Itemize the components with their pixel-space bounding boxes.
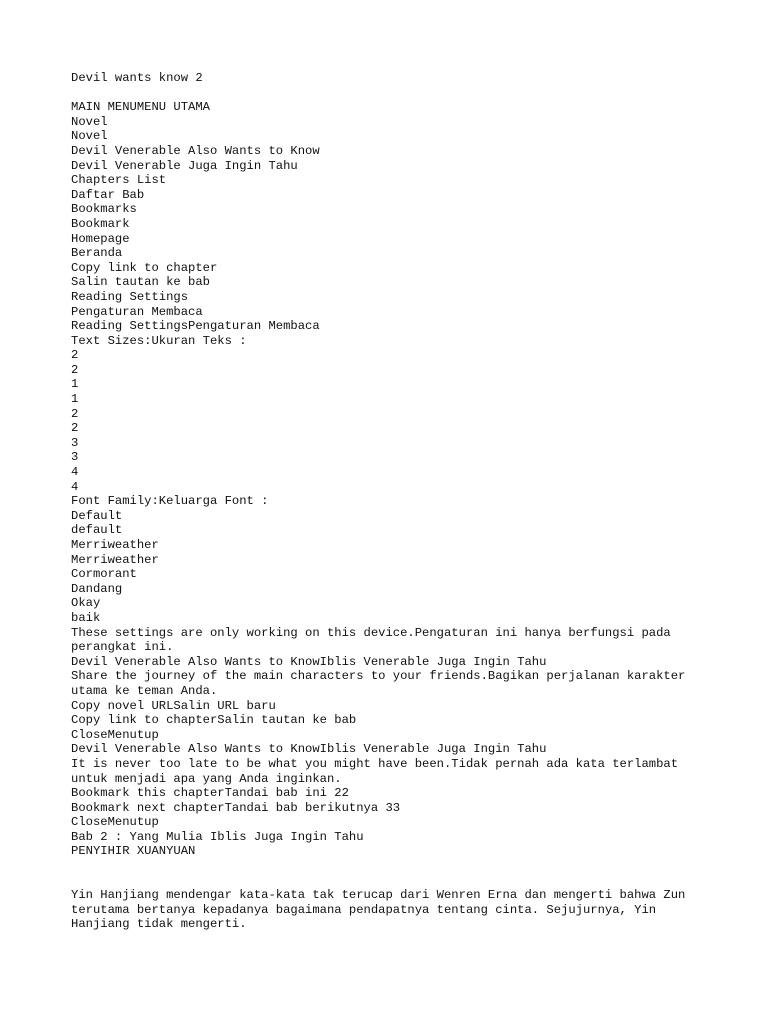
story-paragraph: Yin Hanjiang mendengar kata-kata tak terucap dari Wenren Erna dan mengerti bahwa Zun terutama bertanya kepadanya bagaimana pendapatnya tentang cinta. Sejujurnya, Yin Hanjiang tidak mengerti. xyxy=(71,888,693,932)
menu-line: Beranda xyxy=(71,246,123,261)
menu-line: Bookmark next chapterTandai bab berikutnya 33 xyxy=(71,800,401,815)
menu-line: Reading SettingsPengaturan Membaca xyxy=(71,319,320,334)
menu-line: Merriweather xyxy=(71,538,159,552)
menu-line: 3 xyxy=(71,450,79,465)
menu-line: MAIN MENUMENU UTAMA xyxy=(71,100,210,115)
menu-line: Dandang xyxy=(71,581,123,596)
menu-line: Pengaturan Membaca xyxy=(71,304,203,319)
menu-line: 2 xyxy=(71,348,79,363)
menu-line: Reading Settings xyxy=(71,289,189,304)
menu-line: Bookmark this chapterTandai bab ini 22 xyxy=(71,786,349,801)
menu-line: Default xyxy=(71,508,123,523)
menu-line: 2 xyxy=(71,421,79,436)
menu-line: Share the journey of the main characters to your friends.Bagikan perjalanan karakter utama ke teman Anda. xyxy=(71,669,693,698)
menu-line: Novel xyxy=(71,114,108,129)
menu-line: It is never too late to be what you might have been.Tidak pernah ada kata terlambat untuk menjadi apa yang Anda inginkan. xyxy=(71,756,686,786)
menu-line: Okay xyxy=(71,596,101,611)
menu-line: 1 xyxy=(71,392,79,407)
menu-line: 2 xyxy=(71,406,79,421)
menu-line: Devil Venerable Also Wants to KnowIblis Venerable Juga Ingin Tahu xyxy=(71,742,547,757)
menu-line: Merriweather xyxy=(71,552,159,567)
menu-line: Novel xyxy=(71,129,108,144)
menu-line: Daftar Bab xyxy=(71,187,145,202)
spacer xyxy=(71,86,711,101)
menu-line: 1 xyxy=(71,377,79,392)
menu-line: Text Sizes:Ukuran Teks : xyxy=(71,333,247,348)
menu-line: default xyxy=(71,523,123,538)
author-name: PENYIHIR XUANYUAN xyxy=(71,844,196,859)
menu-line: Devil Venerable Juga Ingin Tahu xyxy=(71,158,298,173)
menu-line: Chapters List xyxy=(71,173,167,188)
menu-line: Bookmark xyxy=(71,216,130,231)
menu-line: baik xyxy=(71,610,101,625)
menu-line: 3 xyxy=(71,435,79,450)
menu-line: Cormorant xyxy=(71,567,137,582)
menu-line: Devil Venerable Also Wants to KnowIblis Venerable Juga Ingin Tahu xyxy=(71,654,547,669)
menu-line: These settings are only working on this device.Pengaturan ini hanya berfungsi pada perangkat ini. xyxy=(71,625,679,655)
menu-line: CloseMenutup xyxy=(71,727,159,742)
chapter-heading: Bab 2 : Yang Mulia Iblis Juga Ingin Tahu xyxy=(71,829,364,844)
menu-line: Copy link to chapter xyxy=(71,260,218,275)
document-page xyxy=(71,71,711,932)
menu-line: Salin tautan ke bab xyxy=(71,275,210,290)
menu-line: Homepage xyxy=(71,231,130,246)
menu-text-block xyxy=(71,100,711,859)
menu-line: Bookmarks xyxy=(71,202,137,217)
menu-line: 4 xyxy=(71,465,79,480)
menu-line: Devil Venerable Also Wants to Know xyxy=(71,143,320,158)
document-title: Devil wants know 2 xyxy=(71,71,203,85)
menu-line: Copy link to chapterSalin tautan ke bab xyxy=(71,713,357,728)
spacer xyxy=(71,859,711,888)
menu-line: 4 xyxy=(71,479,79,494)
menu-line: 2 xyxy=(71,362,79,377)
menu-line: CloseMenutup xyxy=(71,815,159,830)
menu-line: Font Family:Keluarga Font : xyxy=(71,494,269,509)
menu-line: Copy novel URLSalin URL baru xyxy=(71,698,276,713)
